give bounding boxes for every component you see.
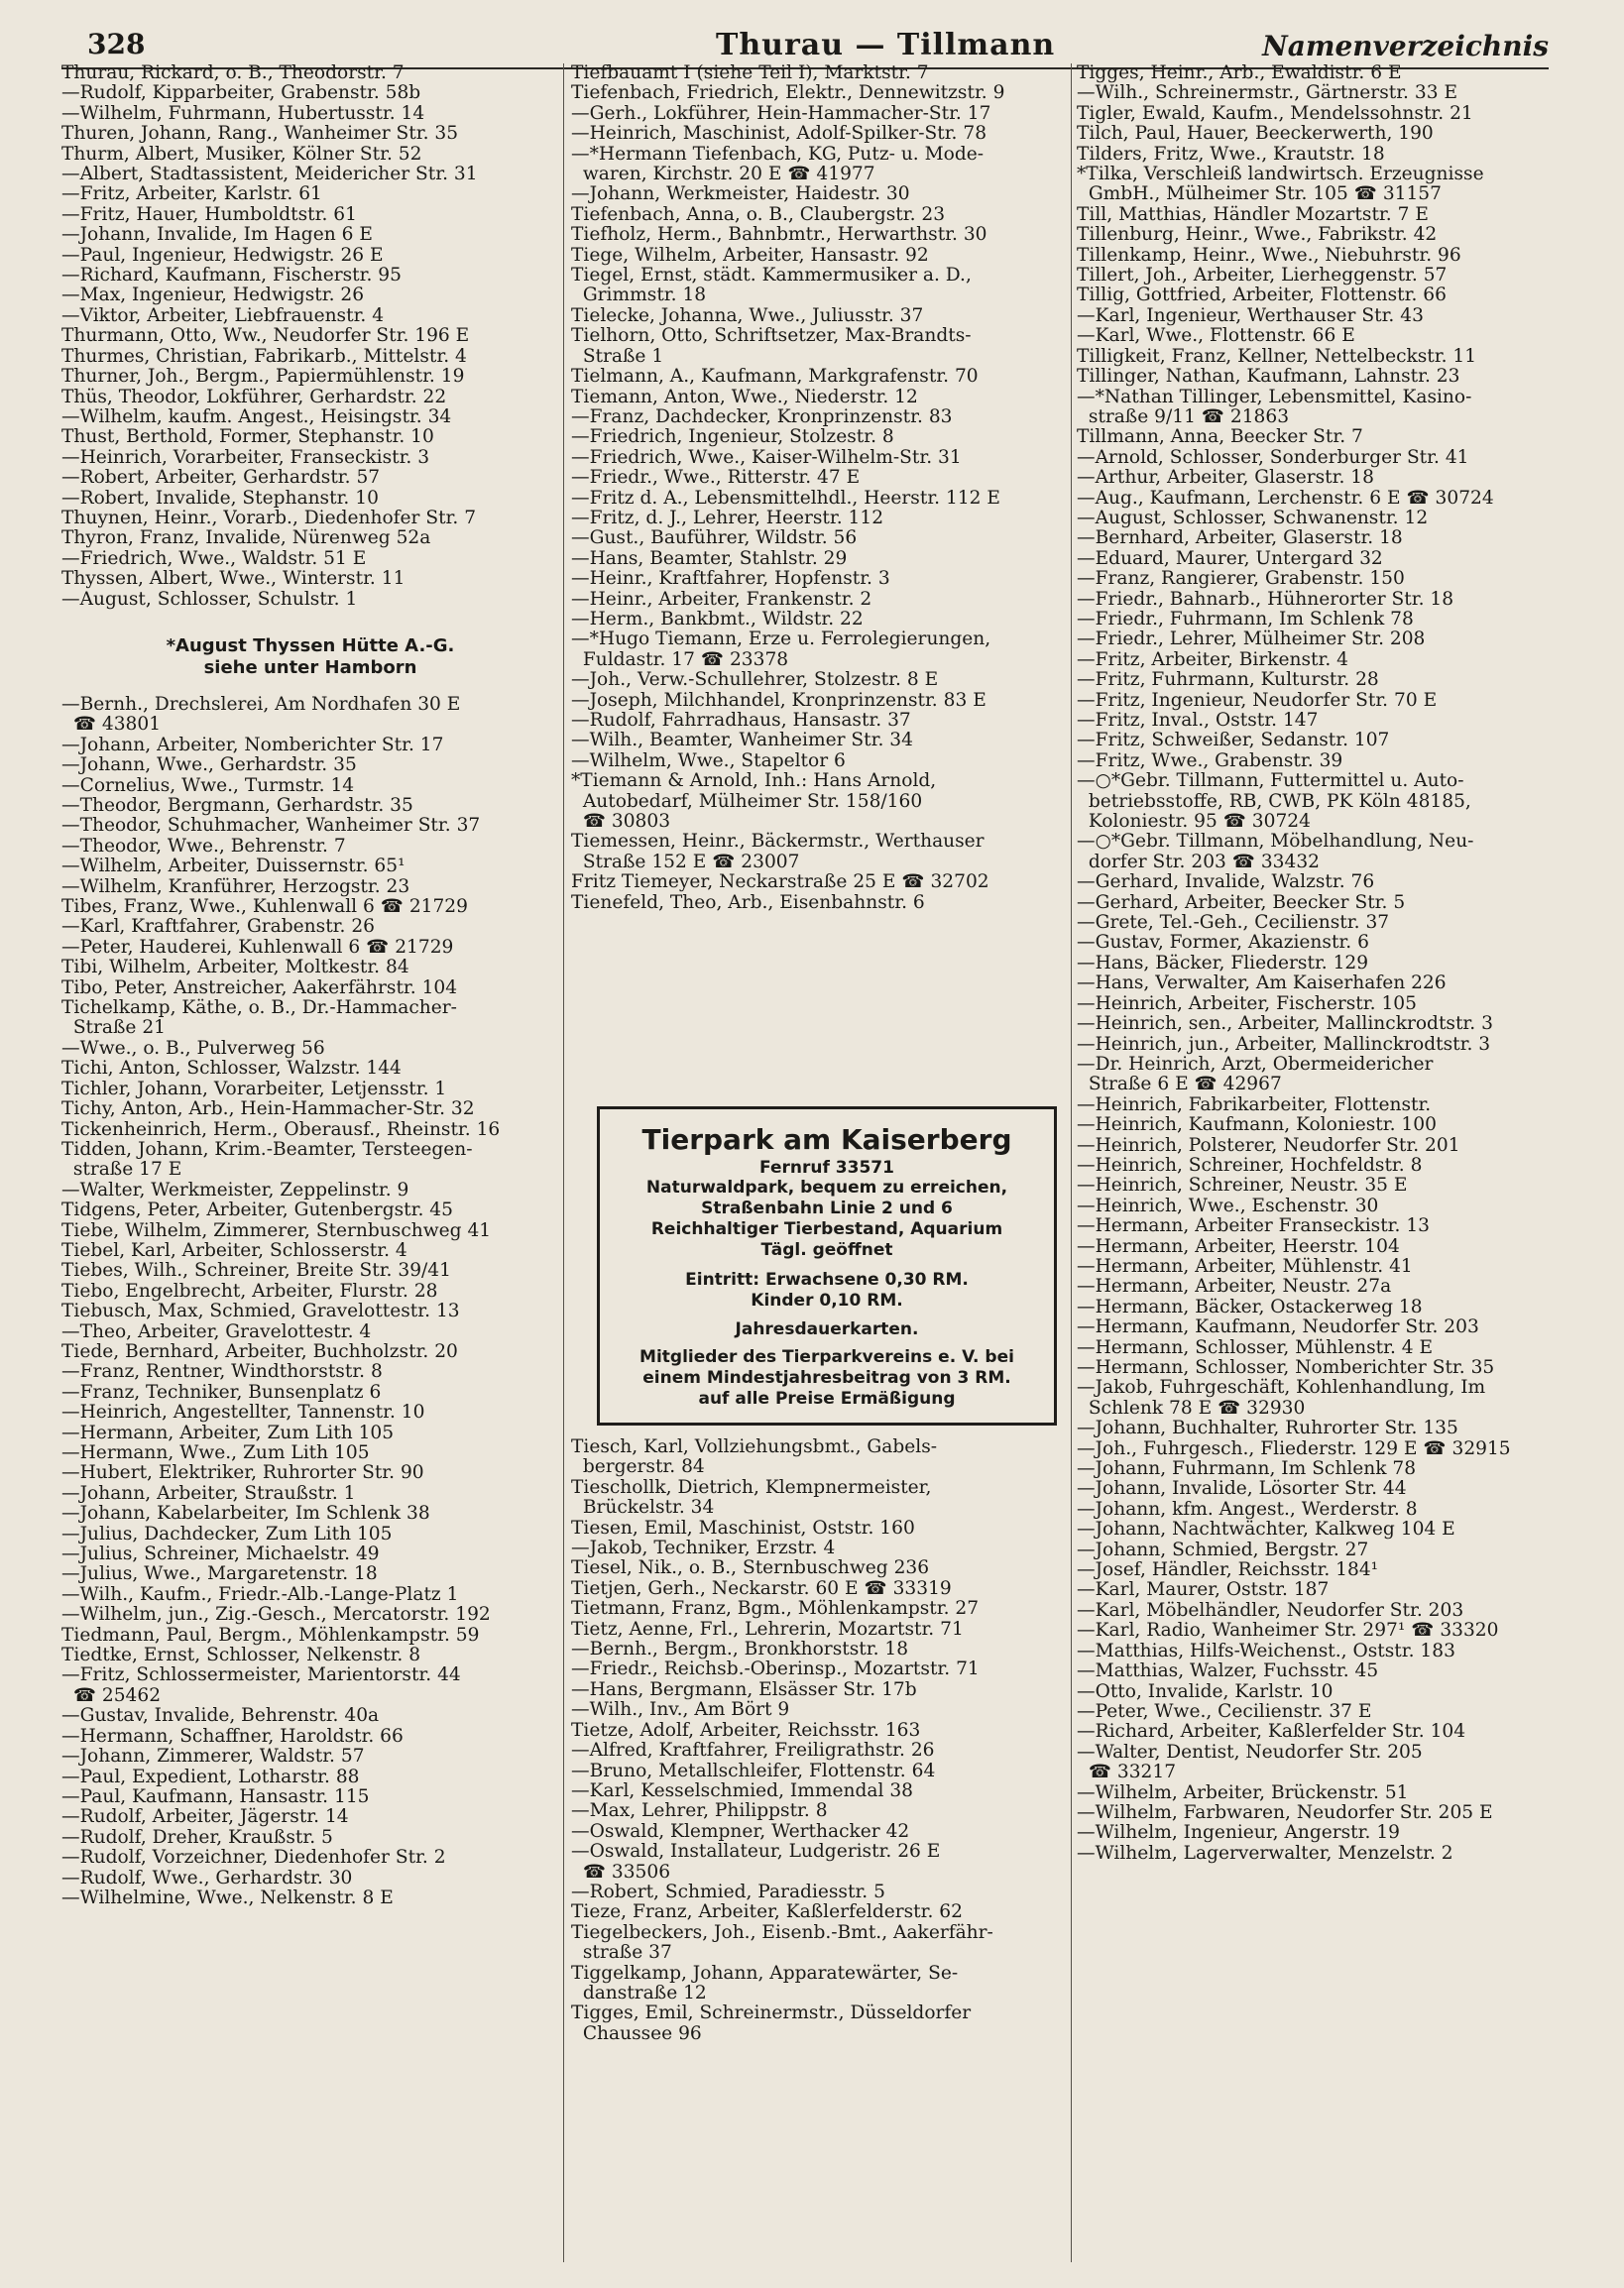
directory-entry: —Friedrich, Wwe., Waldstr. 51 E (61, 547, 367, 569)
directory-entry: —Wilhelm, Ingenieur, Angerstr. 19 (1077, 1822, 1400, 1844)
directory-entry: —Friedr., Wwe., Ritterstr. 47 E (571, 467, 861, 489)
directory-entry: —Johann, Werkmeister, Haidestr. 30 (571, 183, 910, 205)
directory-entry: —Wilhelm, Lagerverwalter, Menzelstr. 2 (1077, 1842, 1453, 1864)
directory-entry: —Johann, Wwe., Gerhardstr. 35 (61, 754, 357, 776)
directory-entry: Tiesen, Emil, Maschinist, Oststr. 160 (571, 1517, 915, 1539)
directory-entry: —Wilhelm, jun., Zig.-Gesch., Mercatorstr. 192 (61, 1604, 491, 1626)
directory-entry: —Heinrich, Maschinist, Adolf-Spilker-Str. 78 (571, 123, 987, 145)
directory-entry: —Johann, Nachtwächter, Kalkweg 104 E (1077, 1519, 1455, 1541)
directory-entry: —Wilhelm, Wwe., Stapeltor 6 (571, 749, 846, 771)
directory-entry: —Friedr., Fuhrmann, Im Schlenk 78 (1077, 608, 1414, 629)
directory-entry: Tichler, Johann, Vorarbeiter, Letjensstr. 1 (61, 1078, 447, 1099)
ad-price: Kinder 0,10 RM. (751, 1291, 903, 1311)
directory-entry: —Wilhelm, Arbeiter, Brückenstr. 51 (1077, 1781, 1409, 1803)
directory-entry: —Karl, Ingenieur, Werthauser Str. 43 (1077, 304, 1424, 326)
directory-entry: —Heinrich, Polsterer, Neudorfer Str. 201 (1077, 1134, 1460, 1156)
directory-entry: —Fritz, Arbeiter, Karlstr. 61 (61, 183, 322, 205)
directory-entry: —Wilhelmine, Wwe., Nelkenstr. 8 E (61, 1887, 394, 1908)
directory-entry: —Gustav, Former, Akazienstr. 6 (1077, 932, 1369, 954)
directory-entry: Tilch, Paul, Hauer, Beeckerwerth, 190 (1077, 123, 1434, 145)
directory-entry: Thurmann, Otto, Ww., Neudorfer Str. 196 E (61, 325, 470, 347)
directory-entry: Tiefenbach, Anna, o. B., Claubergstr. 23 (571, 203, 946, 225)
directory-entry: —Rudolf, Fahrradhaus, Hansastr. 37 (571, 710, 911, 731)
directory-entry: —Albert, Stadtassistent, Meidericher Str. 31 (61, 164, 478, 185)
directory-entry: ☎ 25462 (61, 1684, 162, 1706)
directory-entry: —Theodor, Schuhmacher, Wanheimer Str. 37 (61, 815, 481, 837)
directory-entry: —Hans, Bergmann, Elsässer Str. 17b (571, 1678, 917, 1700)
directory-entry: ☎ 43801 (61, 714, 162, 736)
directory-entry: Tiemann, Anton, Wwe., Niederstr. 12 (571, 386, 918, 407)
directory-entry: —Herm., Bankbmt., Wildstr. 22 (571, 608, 864, 629)
directory-entry: ☎ 33217 (1077, 1762, 1177, 1783)
column-3 (1077, 63, 1551, 2270)
directory-entry: Tilligkeit, Franz, Kellner, Nettelbeckstr. 11 (1077, 345, 1477, 367)
directory-entry: —Johann, Invalide, Lösorter Str. 44 (1077, 1478, 1407, 1500)
directory-entry: Tillenkamp, Heinr., Wwe., Niebuhrstr. 96 (1077, 244, 1461, 266)
notice-line: *August Thyssen Hütte A.-G. (166, 634, 455, 656)
directory-entry: —Wilh., Inv., Am Bört 9 (571, 1699, 790, 1721)
directory-entry: —Julius, Wwe., Margaretenstr. 18 (61, 1563, 378, 1585)
directory-entry: —Karl, Radio, Wanheimer Str. 297¹ ☎ 33320 (1077, 1620, 1499, 1642)
ad-price: Eintritt: Erwachsene 0,30 RM. (685, 1270, 969, 1290)
directory-entry: —Wilhelm, kaufm. Angest., Heisingstr. 34 (61, 405, 452, 427)
directory-entry: Grimmstr. 18 (571, 285, 707, 306)
directory-entry: —Otto, Invalide, Karlstr. 10 (1077, 1680, 1334, 1702)
directory-entry: —Rudolf, Wwe., Gerhardstr. 30 (61, 1867, 353, 1888)
directory-entry: —Paul, Ingenieur, Hedwigstr. 26 E (61, 244, 384, 266)
column-divider (563, 63, 564, 2262)
directory-entry: straße 9/11 ☎ 21863 (1077, 405, 1290, 427)
directory-entry: Tibi, Wilhelm, Arbeiter, Moltkestr. 84 (61, 957, 409, 978)
directory-entry: —Hans, Beamter, Stahlstr. 29 (571, 547, 848, 569)
directory-entry: —Friedr., Lehrer, Mülheimer Str. 208 (1077, 629, 1426, 650)
directory-entry: Tielecke, Johanna, Wwe., Juliusstr. 37 (571, 304, 924, 326)
directory-entry: —*Nathan Tillinger, Lebensmittel, Kasino- (1077, 386, 1472, 407)
column-2 (571, 63, 1069, 1094)
directory-entry: —Heinrich, sen., Arbeiter, Mallinckrodtstr. 3 (1077, 1013, 1493, 1035)
directory-entry: Tiedmann, Paul, Bergm., Möhlenkampstr. 59 (61, 1624, 480, 1646)
directory-entry: Tidgens, Peter, Arbeiter, Gutenbergstr. 45 (61, 1200, 453, 1221)
directory-entry: Tillinger, Nathan, Kaufmann, Lahnstr. 23 (1077, 366, 1460, 388)
directory-entry: Tiebe, Wilhelm, Zimmerer, Sternbuschweg 41 (61, 1219, 492, 1241)
directory-entry: —Johann, Arbeiter, Nomberichter Str. 17 (61, 734, 444, 755)
directory-entry: Tigler, Ewald, Kaufm., Mendelssohnstr. 21 (1077, 102, 1473, 124)
directory-entry: Thust, Berthold, Former, Stephanstr. 10 (61, 426, 434, 448)
directory-entry: —Theodor, Wwe., Behrenstr. 7 (61, 835, 346, 857)
directory-entry: —*Hermann Tiefenbach, KG, Putz- u. Mode- (571, 143, 985, 165)
directory-entry: Tillig, Gottfried, Arbeiter, Flottenstr. 66 (1077, 285, 1447, 306)
directory-entry: betriebsstoffe, RB, CWB, PK Köln 48185, (1077, 790, 1471, 812)
directory-entry: straße 17 E (61, 1159, 182, 1181)
directory-entry: —Fritz, Ingenieur, Neudorfer Str. 70 E (1077, 689, 1438, 711)
directory-entry: —Arthur, Arbeiter, Glaserstr. 18 (1077, 467, 1374, 489)
directory-entry: —Robert, Schmied, Paradiesstr. 5 (571, 1881, 885, 1902)
directory-entry: Tiebusch, Max, Schmied, Gravelottestr. 13 (61, 1301, 460, 1322)
directory-entry: —Jakob, Fuhrgeschäft, Kohlenhandlung, Im (1077, 1377, 1486, 1399)
directory-entry: Tiede, Bernhard, Arbeiter, Buchholzstr. 20 (61, 1340, 458, 1362)
directory-entry: *Tilka, Verschleiß landwirtsch. Erzeugnisse (1077, 164, 1484, 185)
directory-entry: Koloniestr. 95 ☎ 30724 (1077, 811, 1311, 833)
directory-entry: Brückelstr. 34 (571, 1497, 715, 1519)
directory-entry: —Richard, Arbeiter, Kaßlerfelder Str. 104 (1077, 1721, 1466, 1743)
ad-title: Tierpark am Kaiserberg (641, 1123, 1012, 1156)
directory-entry: —Rudolf, Vorzeichner, Diedenhofer Str. 2 (61, 1847, 446, 1869)
ad-line: Reichhaltiger Tierbestand, Aquarium (650, 1219, 1003, 1239)
directory-entry: —Matthias, Hilfs-Weichenst., Oststr. 183 (1077, 1640, 1455, 1661)
ad-member-line: auf alle Preise Ermäßigung (698, 1389, 956, 1409)
directory-entry: —Friedrich, Ingenieur, Stolzestr. 8 (571, 426, 894, 448)
directory-entry: —Rudolf, Kipparbeiter, Grabenstr. 58b (61, 82, 421, 104)
ad-line: Naturwaldpark, bequem zu erreichen, (645, 1178, 1008, 1198)
directory-entry: —Josef, Händler, Reichsstr. 184¹ (1077, 1559, 1379, 1581)
directory-entry: —Walter, Werkmeister, Zeppelinstr. 9 (61, 1179, 409, 1201)
directory-entry: —Johann, Zimmerer, Waldstr. 57 (61, 1746, 365, 1768)
directory-entry: Thurmes, Christian, Fabrikarb., Mittelstr. 4 (61, 345, 467, 367)
directory-entry: —Friedr., Reichsb.-Oberinsp., Mozartstr. 71 (571, 1659, 980, 1680)
directory-entry: —Friedr., Bahnarb., Hühnerorter Str. 18 (1077, 588, 1454, 610)
directory-entry: —Paul, Expedient, Lotharstr. 88 (61, 1766, 360, 1787)
directory-entry: Straße 152 E ☎ 23007 (571, 851, 800, 872)
directory-entry: —Heinr., Kraftfahrer, Hopfenstr. 3 (571, 568, 890, 590)
directory-entry: —Viktor, Arbeiter, Liebfrauenstr. 4 (61, 304, 385, 326)
directory-entry: Tibes, Franz, Wwe., Kuhlenwall 6 ☎ 21729 (61, 896, 468, 918)
directory-entry: —Dr. Heinrich, Arzt, Obermeidericher (1077, 1053, 1434, 1075)
directory-entry: Tielmann, A., Kaufmann, Markgrafenstr. 70 (571, 366, 979, 388)
directory-entry: —Fritz, d. J., Lehrer, Heerstr. 112 (571, 507, 884, 528)
directory-entry: —Hermann, Arbeiter, Heerstr. 104 (1077, 1235, 1400, 1257)
directory-entry: —○*Gebr. Tillmann, Futtermittel u. Auto- (1077, 770, 1464, 792)
directory-entry: Till, Matthias, Händler Mozartstr. 7 E (1077, 203, 1429, 225)
directory-entry: —Karl, Wwe., Flottenstr. 66 E (1077, 325, 1355, 347)
directory-entry: —Johann, Kabelarbeiter, Im Schlenk 38 (61, 1503, 430, 1525)
directory-entry: —Gust., Bauführer, Wildstr. 56 (571, 527, 858, 549)
directory-entry: —Franz, Techniker, Bunsenplatz 6 (61, 1381, 382, 1403)
directory-entry: —Karl, Maurer, Oststr. 187 (1077, 1579, 1330, 1601)
directory-entry: —Wilh., Schreinermstr., Gärtnerstr. 33 E (1077, 82, 1458, 104)
directory-entry: —Alfred, Kraftfahrer, Freiligrathstr. 26 (571, 1740, 935, 1762)
page-header (61, 22, 1549, 69)
directory-entry: —Friedrich, Wwe., Kaiser-Wilhelm-Str. 31 (571, 446, 962, 468)
ad-member-line: einem Mindestjahresbeitrag von 3 RM. (642, 1368, 1011, 1388)
directory-entry: Straße 1 (571, 345, 664, 367)
directory-entry: —Hans, Bäcker, Fliederstr. 129 (1077, 952, 1369, 973)
entry-list (61, 695, 559, 1908)
directory-entry: Tiemessen, Heinr., Bäckermstr., Werthauser (571, 831, 985, 853)
column-1 (61, 63, 559, 2270)
directory-entry: —Heinrich, Wwe., Eschenstr. 30 (1077, 1195, 1379, 1216)
directory-entry: —Aug., Kaufmann, Lerchenstr. 6 E ☎ 30724 (1077, 487, 1494, 509)
directory-entry: waren, Kirchstr. 20 E ☎ 41977 (571, 164, 875, 185)
directory-entry: Tietz, Aenne, Frl., Lehrerin, Mozartstr. 71 (571, 1618, 964, 1640)
directory-entry: —Bernhard, Arbeiter, Glaserstr. 18 (1077, 527, 1403, 549)
directory-entry: Tillert, Joh., Arbeiter, Lierheggenstr. 57 (1077, 265, 1448, 286)
directory-entry: Tickenheinrich, Herm., Oberausf., Rheinstr. 16 (61, 1118, 501, 1140)
directory-entry: Fuldastr. 17 ☎ 23378 (571, 648, 789, 670)
directory-entry: —Wilhelm, Kranführer, Herzogstr. 23 (61, 875, 410, 897)
directory-entry: —Wilh., Kaufm., Friedr.-Alb.-Lange-Platz 1 (61, 1583, 459, 1605)
directory-entry: Tidden, Johann, Krim.-Beamter, Tersteegen- (61, 1138, 473, 1160)
directory-entry: Tichelkamp, Käthe, o. B., Dr.-Hammacher- (61, 997, 457, 1019)
directory-entry: Tietjen, Gerh., Neckarstr. 60 E ☎ 33319 (571, 1577, 952, 1599)
directory-entry: —Hans, Verwalter, Am Kaiserhafen 226 (1077, 972, 1447, 994)
directory-entry: Tiegelbeckers, Joh., Eisenb.-Bmt., Aakerfähr- (571, 1921, 993, 1943)
directory-entry: Tiefholz, Herm., Bahnbmtr., Herwarthstr. 30 (571, 224, 987, 246)
directory-entry: —Heinr., Arbeiter, Frankenstr. 2 (571, 588, 872, 610)
directory-entry: Thyssen, Albert, Wwe., Winterstr. 11 (61, 568, 406, 590)
directory-entry: —Wilhelm, Arbeiter, Duissernstr. 65¹ (61, 856, 406, 877)
directory-entry: Tiefbauamt I (siehe Teil I), Marktstr. 7 (571, 63, 929, 83)
directory-entry: —Heinrich, Schreiner, Hochfeldstr. 8 (1077, 1154, 1423, 1176)
directory-entry: —August, Schlosser, Schwanenstr. 12 (1077, 507, 1429, 528)
directory-entry: Schlenk 78 E ☎ 32930 (1077, 1397, 1306, 1419)
ad-annual: Jahresdauerkarten. (735, 1319, 919, 1339)
directory-entry: —Karl, Kraftfahrer, Grabenstr. 26 (61, 916, 375, 938)
directory-entry: —Fritz, Arbeiter, Birkenstr. 4 (1077, 648, 1348, 670)
directory-entry: —Gerh., Lokführer, Hein-Hammacher-Str. 17 (571, 102, 991, 124)
directory-entry: —○*Gebr. Tillmann, Möbelhandlung, Neu- (1077, 831, 1474, 853)
directory-entry: Tilders, Fritz, Wwe., Krautstr. 18 (1077, 143, 1385, 165)
directory-entry: *Tiemann & Arnold, Inh.: Hans Arnold, (571, 770, 937, 792)
directory-entry: —Hermann, Bäcker, Ostackerweg 18 (1077, 1296, 1423, 1317)
directory-entry: —Robert, Invalide, Stephanstr. 10 (61, 487, 379, 509)
page-title: Thurau — Tillmann (716, 28, 1056, 62)
entry-list (1077, 63, 1551, 1864)
directory-entry: —Gerhard, Arbeiter, Beecker Str. 5 (1077, 891, 1406, 913)
directory-entry: ☎ 33506 (571, 1861, 671, 1883)
directory-entry: —Arnold, Schlosser, Sonderburger Str. 41 (1077, 446, 1469, 468)
directory-entry: Autobedarf, Mülheimer Str. 158/160 (571, 790, 923, 812)
directory-entry: Tiegel, Ernst, städt. Kammermusiker a. D., (571, 265, 972, 286)
directory-entry: —Gerhard, Invalide, Walzstr. 76 (1077, 871, 1375, 893)
directory-entry: Thurau, Rickard, o. B., Theodorstr. 7 (61, 63, 405, 83)
directory-entry: —Julius, Dachdecker, Zum Lith 105 (61, 1523, 393, 1544)
directory-entry: —Jakob, Techniker, Erzstr. 4 (571, 1538, 836, 1559)
directory-entry: danstraße 12 (571, 1982, 707, 2003)
directory-entry: Tiege, Wilhelm, Arbeiter, Hansastr. 92 (571, 244, 929, 266)
directory-entry: —Wilhelm, Fuhrmann, Hubertusstr. 14 (61, 102, 425, 124)
directory-entry: —Johann, Fuhrmann, Im Schlenk 78 (1077, 1458, 1417, 1480)
directory-entry: Tigges, Emil, Schreinermstr., Düsseldorfer (571, 2002, 972, 2024)
tierpark-advertisement (597, 1106, 1057, 1426)
directory-entry: —Johann, Invalide, Im Hagen 6 E (61, 224, 373, 246)
column-2-lower (571, 1437, 1069, 2044)
directory-entry: —Hermann, Schaffner, Haroldstr. 66 (61, 1725, 404, 1747)
directory-entry: Thuren, Johann, Rang., Wanheimer Str. 35 (61, 123, 459, 145)
directory-entry: —Bernh., Drechslerei, Am Nordhafen 30 E (61, 693, 461, 715)
directory-entry: Thurm, Albert, Musiker, Kölner Str. 52 (61, 143, 422, 165)
directory-entry: —Wwe., o. B., Pulverweg 56 (61, 1037, 325, 1059)
directory-entry: —Wilhelm, Farbwaren, Neudorfer Str. 205 E (1077, 1801, 1493, 1823)
directory-entry: —Johann, Arbeiter, Straußstr. 1 (61, 1482, 356, 1504)
directory-entry: —Robert, Arbeiter, Gerhardstr. 57 (61, 467, 381, 489)
directory-entry: dorfer Str. 203 ☎ 33432 (1077, 851, 1320, 872)
directory-entry: —Hermann, Arbeiter Franseckistr. 13 (1077, 1215, 1430, 1237)
directory-entry: Thüs, Theodor, Lokführer, Gerhardstr. 22 (61, 386, 447, 407)
directory-entry: Tielhorn, Otto, Schriftsetzer, Max-Brandts- (571, 325, 972, 347)
directory-entry: —Joh., Verw.-Schullehrer, Stolzestr. 8 E (571, 669, 939, 691)
directory-entry: —Matthias, Walzer, Fuchsstr. 45 (1077, 1660, 1379, 1682)
directory-entry: —Fritz, Schweißer, Sedanstr. 107 (1077, 730, 1390, 751)
directory-entry: —Peter, Hauderei, Kuhlenwall 6 ☎ 21729 (61, 936, 454, 958)
directory-entry: —Heinrich, Arbeiter, Fischerstr. 105 (1077, 992, 1417, 1014)
directory-entry: Tiebel, Karl, Arbeiter, Schlosserstr. 4 (61, 1239, 407, 1261)
directory-entry: —Hermann, Arbeiter, Mühlenstr. 41 (1077, 1255, 1413, 1277)
directory-entry: —Hermann, Wwe., Zum Lith 105 (61, 1442, 370, 1463)
directory-entry: Tillmann, Anna, Beecker Str. 7 (1077, 426, 1363, 448)
directory-entry: —Hermann, Arbeiter, Neustr. 27a (1077, 1276, 1392, 1298)
directory-entry: Tiebes, Wilh., Schreiner, Breite Str. 39/41 (61, 1260, 451, 1282)
directory-entry: Tillenburg, Heinr., Wwe., Fabrikstr. 42 (1077, 224, 1438, 246)
notice-line: siehe unter Hamborn (203, 656, 417, 678)
directory-entry: Tibo, Peter, Anstreicher, Aakerfährstr. 104 (61, 976, 458, 998)
directory-entry: ☎ 30803 (571, 811, 671, 833)
directory-entry: Tichi, Anton, Schlosser, Walzstr. 144 (61, 1058, 402, 1080)
directory-entry: —Oswald, Installateur, Ludgeristr. 26 E (571, 1841, 941, 1863)
ad-line: Tägl. geöffnet (760, 1240, 893, 1260)
directory-entry: straße 37 (571, 1942, 672, 1964)
directory-entry: —Rudolf, Arbeiter, Jägerstr. 14 (61, 1806, 349, 1828)
directory-entry: —Theodor, Bergmann, Gerhardstr. 35 (61, 795, 413, 816)
directory-entry: —Fritz, Inval., Oststr. 147 (1077, 710, 1319, 731)
directory-entry: —Bruno, Metallschleifer, Flottenstr. 64 (571, 1760, 936, 1781)
directory-entry: —Hermann, Arbeiter, Zum Lith 105 (61, 1422, 395, 1443)
directory-entry: Tiesch, Karl, Vollziehungsbmt., Gabels- (571, 1436, 938, 1457)
directory-entry: Tichy, Anton, Arb., Hein-Hammacher-Str. 32 (61, 1098, 475, 1120)
entry-list (61, 63, 559, 610)
directory-entry: —Heinrich, Schreiner, Neustr. 35 E (1077, 1175, 1408, 1197)
column-divider (1071, 63, 1072, 2262)
directory-entry: —Gustav, Invalide, Behrenstr. 40a (61, 1705, 380, 1727)
directory-entry: Tigges, Heinr., Arb., Ewaldistr. 6 E (1077, 63, 1402, 83)
directory-entry: —Max, Ingenieur, Hedwigstr. 26 (61, 285, 365, 306)
directory-entry: —Joseph, Milchhandel, Kronprinzenstr. 83 E (571, 689, 986, 711)
directory-entry: —Heinrich, Fabrikarbeiter, Flottenstr. (1077, 1093, 1432, 1115)
entry-list (571, 1437, 1069, 2044)
entry-list (571, 63, 1069, 913)
directory-entry: —Fritz, Fuhrmann, Kulturstr. 28 (1077, 669, 1379, 691)
directory-entry: —Franz, Rentner, Windthorststr. 8 (61, 1361, 383, 1383)
directory-entry: —Johann, kfm. Angest., Werderstr. 8 (1077, 1498, 1418, 1520)
directory-entry: —August, Schlosser, Schulstr. 1 (61, 588, 358, 610)
directory-entry: —Heinrich, Vorarbeiter, Franseckistr. 3 (61, 446, 430, 468)
ad-member-line: Mitglieder des Tierparkvereins e. V. bei (639, 1347, 1014, 1367)
thyssen-notice (61, 635, 559, 679)
directory-entry: Tietmann, Franz, Bgm., Möhlenkampstr. 27 (571, 1598, 980, 1620)
ad-line: Straßenbahn Linie 2 und 6 (701, 1199, 953, 1218)
directory-entry: Tieschollk, Dietrich, Klempnermeister, (571, 1476, 932, 1498)
directory-entry: Tienefeld, Theo, Arb., Eisenbahnstr. 6 (571, 891, 925, 913)
directory-entry: —Max, Lehrer, Philippstr. 8 (571, 1800, 828, 1822)
directory-entry: —Karl, Kesselschmied, Immendal 38 (571, 1779, 913, 1801)
directory-entry: —Fritz d. A., Lebensmittelhdl., Heerstr. 112 E (571, 487, 1000, 509)
directory-entry: Chaussee 96 (571, 2022, 702, 2044)
directory-entry: Tiebo, Engelbrecht, Arbeiter, Flurstr. 28 (61, 1280, 438, 1302)
directory-entry: —Heinrich, Kaufmann, Koloniestr. 100 (1077, 1114, 1437, 1136)
directory-entry: —Fritz, Schlossermeister, Marientorstr. 44 (61, 1664, 461, 1686)
directory-entry: Fritz Tiemeyer, Neckarstraße 25 E ☎ 32702 (571, 871, 989, 893)
directory-entry: —Franz, Rangierer, Grabenstr. 150 (1077, 568, 1405, 590)
directory-entry: Thuynen, Heinr., Vorarb., Diedenhofer Str. 7 (61, 507, 477, 528)
directory-entry: —Richard, Kaufmann, Fischerstr. 95 (61, 265, 402, 286)
directory-entry: Tietze, Adolf, Arbeiter, Reichsstr. 163 (571, 1719, 921, 1741)
directory-entry: —Johann, Schmied, Bergstr. 27 (1077, 1539, 1369, 1560)
directory-entry: Straße 21 (61, 1017, 166, 1039)
directory-entry: bergerstr. 84 (571, 1456, 705, 1478)
directory-entry: —Bernh., Bergm., Bronkhorststr. 18 (571, 1639, 909, 1660)
directory-entry: Tiedtke, Ernst, Schlosser, Nelkenstr. 8 (61, 1645, 421, 1666)
directory-entry: —Cornelius, Wwe., Turmstr. 14 (61, 774, 355, 796)
directory-entry: Thurner, Joh., Bergm., Papiermühlenstr. 19 (61, 366, 465, 388)
directory-entry: —Heinrich, Angestellter, Tannenstr. 10 (61, 1402, 425, 1424)
directory-entry: —Hermann, Schlosser, Nomberichter Str. 35 (1077, 1357, 1495, 1378)
directory-entry: —Franz, Dachdecker, Kronprinzenstr. 83 (571, 405, 953, 427)
directory-entry: —Peter, Wwe., Cecilienstr. 37 E (1077, 1700, 1372, 1722)
directory-entry: Thyron, Franz, Invalide, Nürenweg 52a (61, 527, 431, 549)
directory-entry: Tiesel, Nik., o. B., Sternbuschweg 236 (571, 1557, 930, 1579)
directory-entry: —Paul, Kaufmann, Hansastr. 115 (61, 1785, 370, 1807)
directory-entry: —Fritz, Wwe., Grabenstr. 39 (1077, 749, 1343, 771)
directory-entry: —Oswald, Klempner, Werthacker 42 (571, 1820, 910, 1842)
directory-entry: Tieze, Franz, Arbeiter, Kaßlerfelderstr. 62 (571, 1901, 963, 1923)
directory-entry: —Rudolf, Dreher, Kraußstr. 5 (61, 1826, 333, 1848)
directory-entry: —Joh., Fuhrgesch., Fliederstr. 129 E ☎ 32915 (1077, 1437, 1511, 1459)
section-title: Namenverzeichnis (1262, 30, 1549, 62)
directory-entry: —Hermann, Kaufmann, Neudorfer Str. 203 (1077, 1316, 1479, 1338)
directory-entry: —Fritz, Hauer, Humboldtstr. 61 (61, 203, 357, 225)
directory-entry: —Walter, Dentist, Neudorfer Str. 205 (1077, 1741, 1423, 1763)
directory-entry: GmbH., Mülheimer Str. 105 ☎ 31157 (1077, 183, 1442, 205)
directory-entry: Tiefenbach, Friedrich, Elektr., Dennewitzstr. 9 (571, 82, 1005, 104)
directory-entry: —Hermann, Schlosser, Mühlenstr. 4 E (1077, 1336, 1434, 1358)
ad-phone: Fernruf 33571 (759, 1158, 894, 1178)
directory-entry: Straße 6 E ☎ 42967 (1077, 1074, 1282, 1095)
directory-entry: —Heinrich, jun., Arbeiter, Mallinckrodtstr. 3 (1077, 1033, 1491, 1055)
directory-entry: —*Hugo Tiemann, Erze u. Ferrolegierungen, (571, 629, 991, 650)
directory-entry: —Julius, Schreiner, Michaelstr. 49 (61, 1544, 380, 1565)
page-number: 328 (87, 28, 146, 60)
directory-entry: —Hubert, Elektriker, Ruhrorter Str. 90 (61, 1462, 424, 1484)
directory-entry: Tiggelkamp, Johann, Apparatewärter, Se- (571, 1962, 959, 1984)
directory-entry: —Grete, Tel.-Geh., Cecilienstr. 37 (1077, 912, 1390, 934)
directory-entry: —Karl, Möbelhändler, Neudorfer Str. 203 (1077, 1599, 1464, 1621)
directory-entry: —Wilh., Beamter, Wanheimer Str. 34 (571, 730, 913, 751)
directory-entry: —Johann, Buchhalter, Ruhrorter Str. 135 (1077, 1418, 1458, 1439)
directory-entry: —Eduard, Maurer, Untergard 32 (1077, 547, 1383, 569)
directory-entry: —Theo, Arbeiter, Gravelottestr. 4 (61, 1320, 372, 1342)
